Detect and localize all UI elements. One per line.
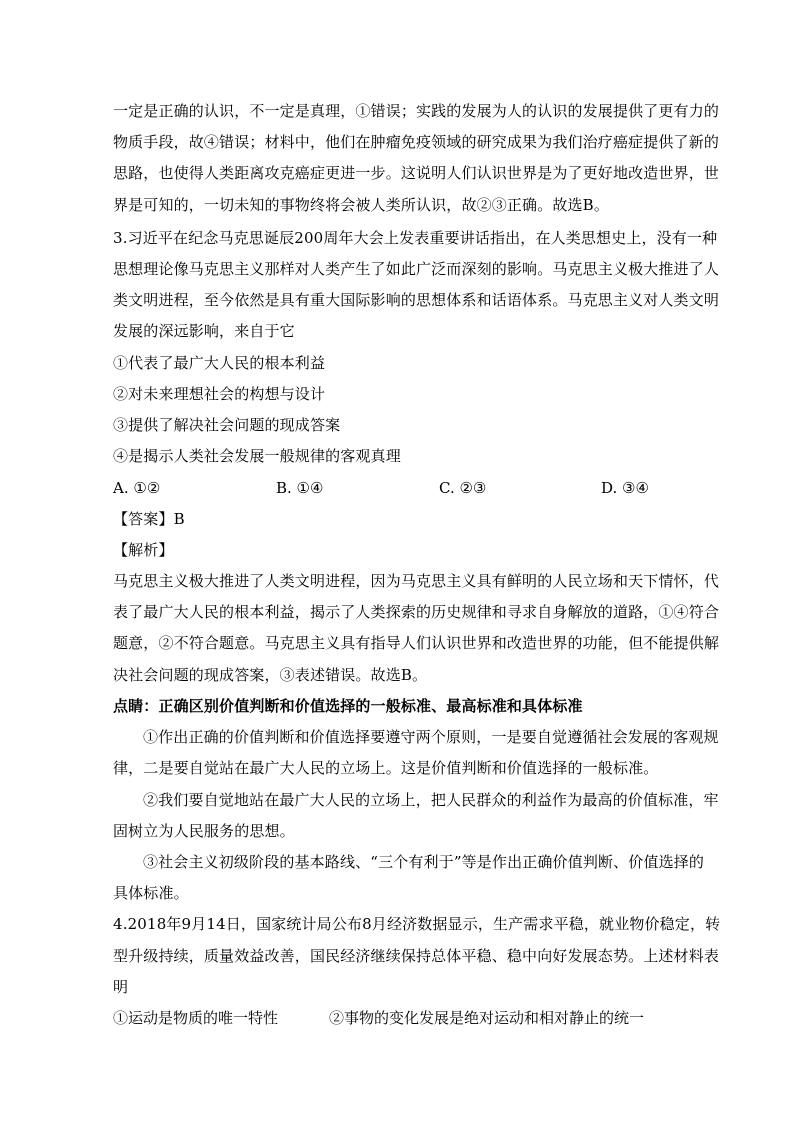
question-3-item: ②对未来理想社会的构想与设计	[113, 385, 326, 403]
answer-label: 【答案】B	[113, 510, 185, 528]
option-b: B. ①④	[276, 479, 324, 497]
analysis-line: 题意，②不符合题意。马克思主义具有指导人们认识世界和改造世界的功能，但不能提供解	[113, 634, 720, 652]
analysis-line: 马克思主义极大推进了人类文明进程，因为马克思主义具有鲜明的人民立场和天下情怀，代	[113, 572, 720, 590]
question-3-item: ①代表了最广大人民的根本利益	[113, 354, 326, 372]
continuation-line: 思路，也使得人类距离攻克癌症更进一步。这说明人们认识世界是为了更好地改造世界，世	[113, 164, 720, 182]
question-4-item-2: ②事物的变化发展是绝对运动和相对静止的统一	[329, 1009, 645, 1027]
option-d: D. ③④	[601, 479, 649, 497]
analysis-line: 表了最广大人民的根本利益，揭示了人类探索的历史规律和寻求自身解放的道路，①④符合	[113, 603, 720, 621]
continuation-line: 物质手段，故④错误；材料中，他们在肿瘤免疫领域的研究成果为我们治疗癌症提供了新的	[113, 133, 720, 151]
question-4-stem: 型升级持续，质量效益改善，国民经济继续保持总体平稳、稳中向好发展态势。上述材料表	[113, 947, 720, 965]
tip-line: 律，二是要自觉站在最广大人民的立场上。这是价值判断和价值选择的一般标准。	[113, 759, 659, 777]
question-3-item: ③提供了解决社会问题的现成答案	[113, 416, 341, 434]
option-a: A. ①②	[113, 479, 161, 497]
question-4-stem: 4.2018年9月14日，国家统计局公布8月经济数据显示，生产需求平稳，就业物价稳定，转	[113, 915, 721, 933]
question-3-stem: 发展的深远影响，来自于它	[113, 322, 295, 340]
continuation-line: 一定是正确的认识，不一定是真理，①错误；实践的发展为人的认识的发展提供了更有力的	[113, 102, 720, 120]
tip-line: ②我们要自觉地站在最广大人民的立场上，把人民群众的利益作为最高的价值标准，牢	[143, 791, 719, 809]
question-3-stem: 3.习近平在纪念马克思诞辰200周年大会上发表重要讲话指出，在人类思想史上，没有一种	[113, 229, 718, 247]
question-3-item: ④是揭示人类社会发展一般规律的客观真理	[113, 447, 401, 465]
question-3-stem: 类文明进程，至今依然是具有重大国际影响的思想体系和话语体系。马克思主义对人类文明	[113, 291, 720, 309]
continuation-line: 界是可知的，一切未知的事物终将会被人类所认识，故②③正确。故选B。	[113, 196, 609, 214]
tip-line: 具体标准。	[113, 884, 189, 902]
analysis-line: 决社会问题的现成答案，③表述错误。故选B。	[113, 666, 428, 684]
question-3-stem: 思想理论像马克思主义那样对人类产生了如此广泛而深刻的影响。马克思主义极大推进了人	[113, 260, 720, 278]
option-c: C. ②③	[439, 479, 487, 497]
question-4-stem: 明	[113, 978, 129, 996]
tip-line: ①作出正确的价值判断和价值选择要遵守两个原则，一是要自觉遵循社会发展的客观规	[143, 728, 719, 746]
tip-line: ③社会主义初级阶段的基本路线、“三个有利于”等是作出正确价值判断、价值选择的	[143, 853, 705, 871]
question-4-item-1: ①运动是物质的唯一特性	[113, 1009, 279, 1027]
tip-title: 点睛：正确区别价值判断和价值选择的一般标准、最高标准和具体标准	[113, 697, 583, 715]
analysis-label: 【解析】	[113, 541, 174, 559]
tip-line: 固树立为人民服务的思想。	[113, 822, 295, 840]
